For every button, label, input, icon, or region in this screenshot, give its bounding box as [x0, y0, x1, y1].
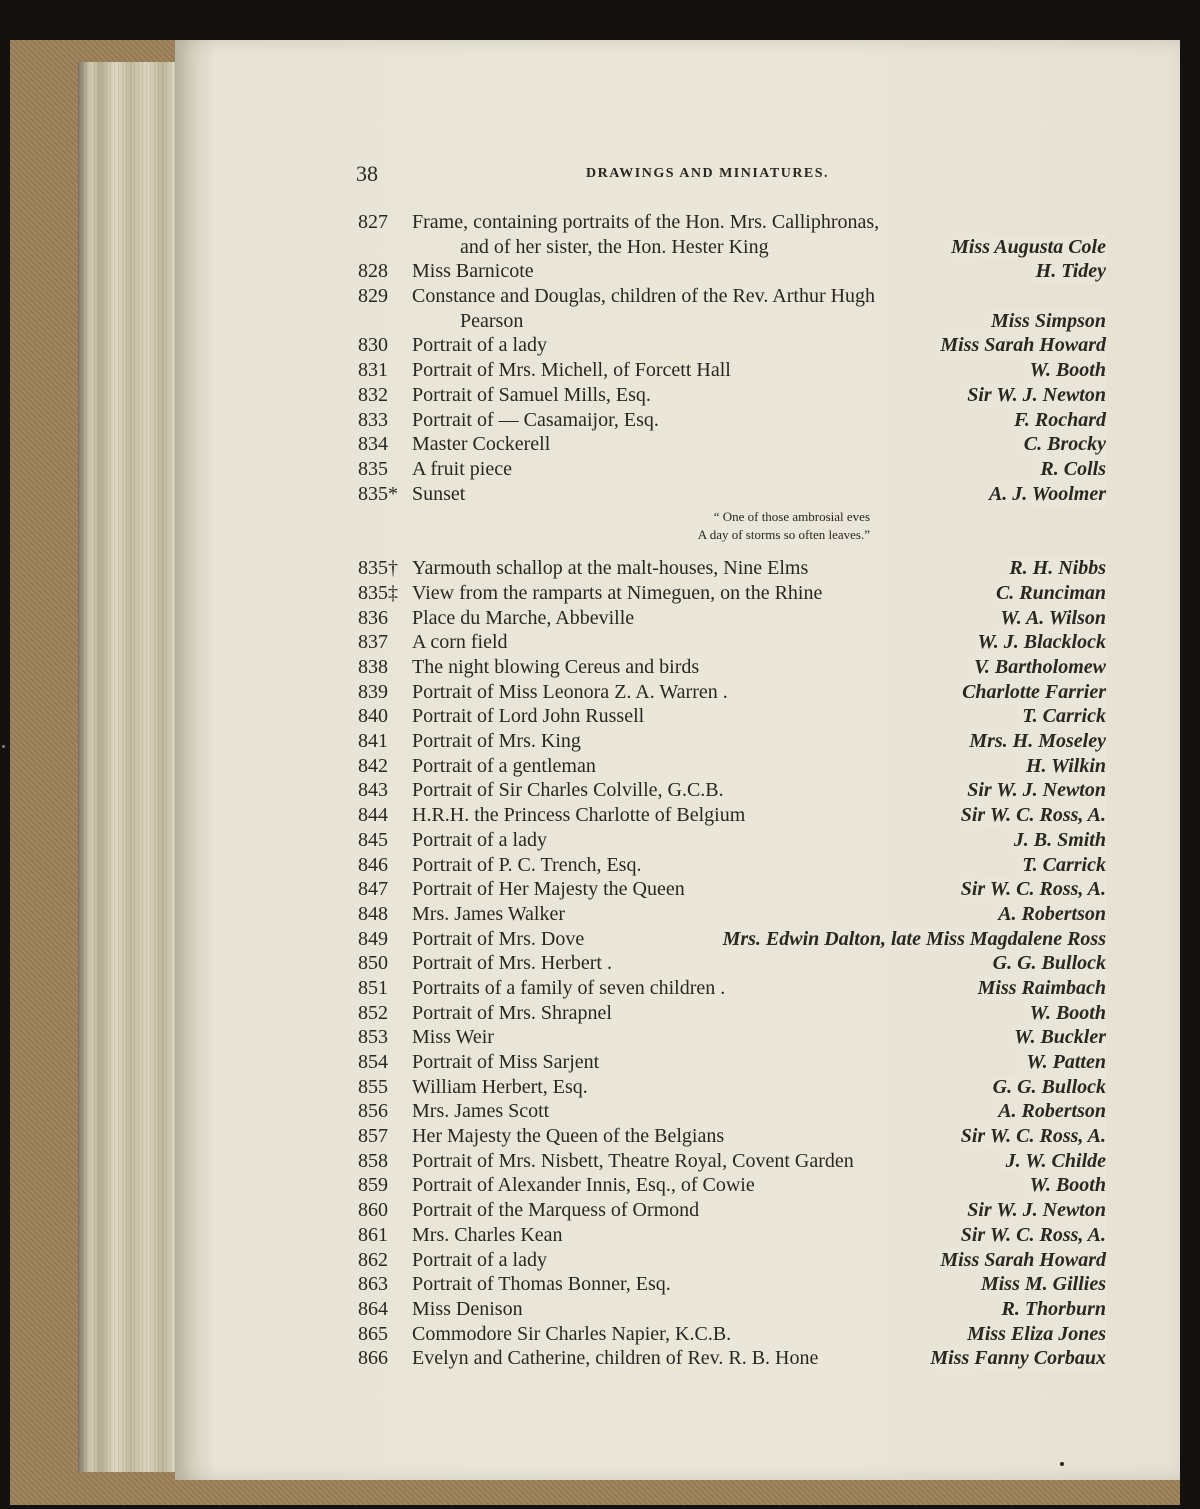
entry-number: 834: [358, 433, 388, 456]
entry-title: Portrait of Mrs. Nisbett, Theatre Royal, Covent Garden: [412, 1149, 854, 1172]
catalogue-entry: [358, 902, 1106, 927]
entry-artist: T. Carrick: [1008, 853, 1106, 878]
catalogue-entry: [358, 976, 1106, 1001]
entry-artist: F. Rochard: [1000, 408, 1106, 433]
entry-title: Her Majesty the Queen of the Belgians: [412, 1125, 725, 1148]
entry-number: 865: [358, 1322, 388, 1345]
entry-title: Mrs. James Walker: [412, 902, 565, 925]
catalogue-entry: [358, 235, 1106, 260]
entry-title: Portrait of Mrs. Shrapnel: [412, 1001, 612, 1024]
catalogue-entry: [358, 1075, 1106, 1100]
entry-artist: Miss Raimbach: [964, 976, 1106, 1001]
entry-number: 827: [358, 211, 388, 233]
catalogue-entry: [358, 210, 1106, 235]
entry-title: Portrait of Mrs. Dove: [412, 927, 585, 950]
entry-artist: W. Booth: [1016, 1001, 1106, 1026]
page-number: 38: [356, 161, 378, 186]
entry-number: 849: [358, 927, 388, 950]
entry-artist: Miss Eliza Jones: [953, 1322, 1106, 1347]
entry-title: Constance and Douglas, children of the Rev. Arthur Hugh: [412, 285, 876, 308]
catalogue-entry: [358, 803, 1106, 828]
entry-number: 828: [358, 260, 388, 283]
entry-number: 864: [358, 1297, 388, 1320]
catalogue-entry: [358, 729, 1106, 754]
entry-title: Commodore Sir Charles Napier, K.C.B.: [412, 1322, 732, 1345]
catalogue-entry: [358, 1149, 1106, 1174]
entry-number: 835: [358, 457, 388, 480]
catalogue-entry: [358, 877, 1106, 902]
catalogue-entry: [358, 754, 1106, 779]
entry-artist: Miss Sarah Howard: [926, 1248, 1106, 1273]
entry-number: 839: [358, 680, 388, 703]
entry-number: 861: [358, 1223, 388, 1246]
dust-speck: [1060, 1462, 1064, 1466]
catalogue-entry: [358, 1297, 1106, 1322]
entry-number: 866: [358, 1347, 388, 1370]
entry-title: Miss Barnicote: [412, 260, 534, 283]
catalogue-entry: [358, 1173, 1106, 1198]
catalogue-entry: [358, 1346, 1106, 1371]
entry-artist: A. Robertson: [984, 1099, 1106, 1124]
entry-title: Portrait of P. C. Trench, Esq.: [412, 853, 642, 876]
catalogue-entry: [358, 432, 1106, 457]
entry-title: Portrait of Lord John Russell: [412, 705, 645, 728]
entry-title: Portrait of — Casamaijor, Esq.: [412, 408, 659, 431]
catalogue-entry: [358, 1001, 1106, 1026]
entry-number: 843: [358, 779, 388, 802]
entry-number: 856: [358, 1100, 388, 1123]
entry-artist: C. Brocky: [1010, 432, 1106, 457]
catalogue-entry: [358, 828, 1106, 853]
entry-artist: Miss Sarah Howard: [926, 333, 1106, 358]
entry-title: View from the ramparts at Nimeguen, on the Rhine: [412, 581, 823, 604]
entry-title: and of her sister, the Hon. Hester King: [460, 235, 769, 258]
entry-title: Portrait of Samuel Mills, Esq.: [412, 383, 651, 406]
catalogue-entry: [358, 309, 1106, 334]
entry-title: Portrait of a lady: [412, 334, 547, 357]
entry-number: 851: [358, 976, 388, 999]
entry-title: Portrait of Mrs. Herbert .: [412, 952, 612, 975]
entry-number: 842: [358, 754, 388, 777]
entry-number: 855: [358, 1075, 388, 1098]
entry-number: 859: [358, 1174, 388, 1197]
entry-title: Portrait of the Marquess of Ormond: [412, 1199, 700, 1222]
entry-number: 853: [358, 1026, 388, 1049]
entry-number: 833: [358, 408, 388, 431]
entry-artist: Sir W. J. Newton: [953, 383, 1106, 408]
entry-artist: R. Colls: [1026, 457, 1106, 482]
entry-artist: T. Carrick: [1008, 704, 1106, 729]
entry-artist: W. Booth: [1016, 358, 1106, 383]
catalogue-entry: [358, 259, 1106, 284]
entry-artist: J. W. Childe: [992, 1149, 1106, 1174]
entry-artist: Sir W. C. Ross, A.: [947, 803, 1106, 828]
entry-artist: Sir W. C. Ross, A.: [947, 877, 1106, 902]
entry-number: 857: [358, 1125, 388, 1148]
catalogue-entry: [358, 333, 1106, 358]
catalogue-entry: [358, 927, 1106, 952]
catalogue-entry: [358, 1099, 1106, 1124]
entry-artist: Mrs. Edwin Dalton, late Miss Magdalene Ross: [709, 927, 1106, 952]
catalogue-entry: [358, 1322, 1106, 1347]
catalogue-entry: [358, 853, 1106, 878]
entry-number: 830: [358, 334, 388, 357]
catalogue-entry: [358, 1223, 1106, 1248]
page-header: [356, 161, 1106, 191]
catalogue-entry: [358, 457, 1106, 482]
catalogue-list: [358, 210, 1106, 1371]
entry-number: 832: [358, 383, 388, 406]
quote-line: “ One of those ambrosial eves: [713, 509, 870, 525]
catalogue-entry: [358, 1248, 1106, 1273]
entry-artist: Sir W. J. Newton: [953, 778, 1106, 803]
catalogue-entry: [358, 1198, 1106, 1223]
entry-number: 852: [358, 1001, 388, 1024]
entry-title: Mrs. Charles Kean: [412, 1223, 563, 1246]
entry-number: 854: [358, 1051, 388, 1073]
catalogue-entry: [358, 383, 1106, 408]
entry-artist: H. Wilkin: [1012, 754, 1106, 779]
entry-number: 840: [358, 705, 388, 728]
entry-title: Portrait of Her Majesty the Queen: [412, 878, 685, 901]
entry-artist: R. Thorburn: [988, 1297, 1107, 1322]
entry-artist: Mrs. H. Moseley: [955, 729, 1106, 754]
entry-artist: Miss Augusta Cole: [937, 235, 1106, 260]
entry-title: Pearson: [460, 309, 524, 332]
quote-line: A day of storms so often leaves.”: [697, 527, 870, 543]
entry-title: A fruit piece: [412, 457, 512, 480]
entry-title: Portrait of a lady: [412, 828, 547, 851]
entry-title: Portraits of a family of seven children .: [412, 976, 726, 999]
entry-title: Portrait of Thomas Bonner, Esq.: [412, 1273, 671, 1296]
entry-title: Portrait of Miss Sarjent: [412, 1051, 600, 1073]
entry-number: 846: [358, 853, 388, 876]
entry-title: Mrs. James Scott: [412, 1100, 550, 1123]
entry-title: Sunset: [412, 482, 466, 505]
entry-artist: G. G. Bullock: [979, 1075, 1106, 1100]
entry-title: Master Cockerell: [412, 433, 551, 456]
catalogue-entry: [358, 630, 1106, 655]
catalogue-entry: [358, 556, 1106, 581]
entry-number: 858: [358, 1149, 388, 1172]
entry-number: 829: [358, 285, 388, 308]
catalogue-entry: [358, 704, 1106, 729]
entry-number: 844: [358, 804, 388, 827]
entry-artist: J. B. Smith: [1000, 828, 1106, 853]
entry-number: 860: [358, 1199, 388, 1222]
catalogue-entry: [358, 358, 1106, 383]
entry-artist: H. Tidey: [1022, 259, 1106, 284]
entry-number: 845: [358, 828, 388, 851]
entry-title: Portrait of Mrs. King: [412, 730, 581, 753]
entry-artist: A. Robertson: [984, 902, 1106, 927]
entry-artist: A. J. Woolmer: [975, 482, 1106, 507]
entry-number: 835‡: [358, 581, 398, 604]
catalogue-entry: [358, 680, 1106, 705]
entry-artist: Miss Simpson: [977, 309, 1106, 334]
catalogue-entry: [358, 778, 1106, 803]
running-head: DRAWINGS AND MINIATURES.: [586, 166, 830, 181]
entry-number: 838: [358, 656, 388, 678]
entry-number: 863: [358, 1273, 388, 1296]
entry-number: 862: [358, 1248, 388, 1271]
entry-artist: Charlotte Farrier: [948, 680, 1106, 705]
entry-artist: C. Runciman: [982, 581, 1106, 606]
entry-title: The night blowing Cereus and birds: [412, 656, 700, 678]
entry-title: Portrait of a gentleman: [412, 754, 596, 777]
entry-artist: Miss Fanny Corbaux: [916, 1346, 1106, 1371]
entry-artist: Sir W. C. Ross, A.: [947, 1124, 1106, 1149]
entry-artist: W. Buckler: [1000, 1025, 1106, 1050]
catalogue-entry: [358, 1050, 1106, 1075]
entry-title: Frame, containing portraits of the Hon. Mrs. Calliphronas,: [412, 211, 880, 233]
entry-artist: Miss M. Gillies: [967, 1272, 1106, 1297]
entry-artist: W. A. Wilson: [986, 606, 1106, 631]
entry-title: H.R.H. the Princess Charlotte of Belgium: [412, 804, 746, 827]
entry-number: 831: [358, 359, 388, 382]
entry-title: A corn field: [412, 631, 508, 654]
entry-title: Portrait of Miss Leonora Z. A. Warren .: [412, 680, 728, 703]
entry-title: Miss Weir: [412, 1026, 494, 1049]
entry-number: 850: [358, 952, 388, 975]
entry-artist: W. J. Blacklock: [963, 630, 1106, 655]
catalogue-entry: [358, 581, 1106, 606]
catalogue-entry: [358, 606, 1106, 631]
catalogue-entry: [358, 655, 1106, 680]
entry-title: Place du Marche, Abbeville: [412, 606, 635, 629]
entry-number: 835†: [358, 557, 398, 580]
catalogue-entry: [358, 951, 1106, 976]
entry-title: Portrait of a lady: [412, 1248, 547, 1271]
entry-title: Evelyn and Catherine, children of Rev. R. B. Hone: [412, 1347, 819, 1370]
entry-title: Portrait of Mrs. Michell, of Forcett Hall: [412, 359, 731, 382]
entry-artist: V. Bartholomew: [960, 655, 1106, 680]
entry-title: William Herbert, Esq.: [412, 1075, 588, 1098]
entry-title: Portrait of Sir Charles Colville, G.C.B.: [412, 779, 724, 802]
catalogue-entry: [358, 284, 1106, 309]
entry-title: Yarmouth schallop at the malt-houses, Nine Elms: [412, 557, 809, 580]
entry-number: 847: [358, 878, 388, 901]
catalogue-entry: [358, 1272, 1106, 1297]
entry-title: Miss Denison: [412, 1297, 523, 1320]
entry-artist: R. H. Nibbs: [995, 556, 1106, 581]
entry-artist: W. Patten: [1012, 1050, 1106, 1075]
entry-artist: Sir W. C. Ross, A.: [947, 1223, 1106, 1248]
catalogue-entry: [358, 1124, 1106, 1149]
dust-speck: [2, 745, 5, 748]
catalogue-entry: [358, 1025, 1106, 1050]
catalogue-entry: [358, 482, 1106, 507]
entry-number: 837: [358, 631, 388, 654]
entry-quote: [358, 506, 1106, 556]
entry-title: Portrait of Alexander Innis, Esq., of Cowie: [412, 1174, 755, 1197]
entry-number: 841: [358, 730, 388, 753]
entry-number: 836: [358, 606, 388, 629]
entry-artist: Sir W. J. Newton: [953, 1198, 1106, 1223]
entry-number: 835*: [358, 482, 398, 505]
entry-artist: W. Booth: [1016, 1173, 1106, 1198]
entry-number: 848: [358, 902, 388, 925]
catalogue-entry: [358, 408, 1106, 433]
entry-artist: G. G. Bullock: [979, 951, 1106, 976]
